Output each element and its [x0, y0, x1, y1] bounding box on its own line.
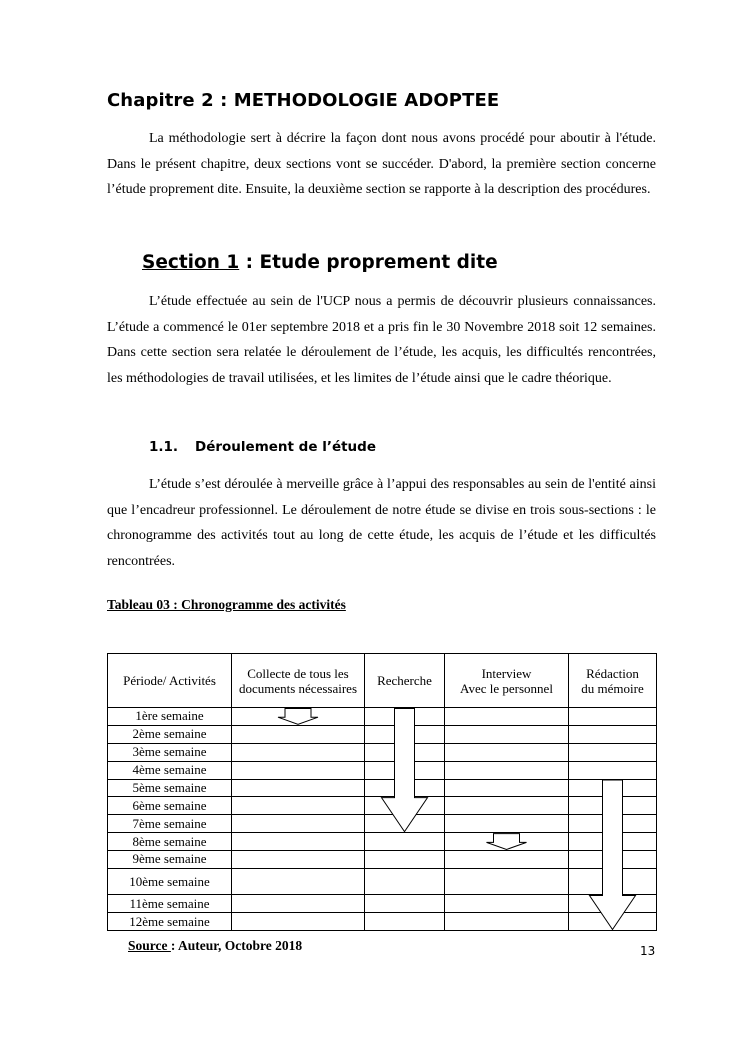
table-source: [128, 938, 302, 954]
page-number: 13: [640, 944, 656, 958]
week-label: 8ème semaine: [108, 833, 232, 851]
table-row: [108, 743, 657, 761]
activity-cell: [365, 868, 445, 894]
subsection-paragraph: L’étude s’est déroulée à merveille grâce à l’appui des responsables au sein de l'entité ainsi que l’encadreur professionnel. Le déroulement de notre étude se divise en trois sous-sections : le chronogramme des activités tout au long de cette étude, les acquis de l’étude et les difficultés rencontrées.: [107, 477, 656, 569]
week-label: 6ème semaine: [108, 797, 232, 815]
activity-cell: [365, 815, 445, 833]
activity-cell: [365, 725, 445, 743]
activity-cell: [445, 815, 569, 833]
activity-cell: [569, 779, 657, 797]
section-paragraph: L’étude effectuée au sein de l'UCP nous a permis de découvrir plusieurs connaissances. L’étude a commencé le 01er septembre 2018 et a pris fin le 30 Novembre 2018 soit 12 semaines. Dans cette section sera relatée le déroulement de l’étude, les acquis, les difficultés rencontrées, les méthodologies de travail utilisées, et les limites de l’étude ainsi que le cadre théorique.: [107, 294, 656, 386]
activity-cell: [445, 913, 569, 931]
subsection-heading: Déroulement de l’étude: [195, 439, 376, 455]
section-title: [142, 252, 498, 273]
activity-cell: [365, 895, 445, 913]
activity-cell: [569, 833, 657, 851]
activity-cell: [569, 895, 657, 913]
header-interview: [445, 654, 569, 708]
activity-cell: [569, 708, 657, 726]
section-label: Section 1: [142, 252, 240, 273]
section-heading: : Etude proprement dite: [239, 252, 498, 273]
activity-cell: [445, 868, 569, 894]
activity-cell: [365, 743, 445, 761]
week-label: 11ème semaine: [108, 895, 232, 913]
activity-cell: [569, 761, 657, 779]
activity-cell: [445, 743, 569, 761]
table-row: [108, 913, 657, 931]
activity-cell: [232, 815, 365, 833]
table-row: [108, 833, 657, 851]
activity-cell: [569, 913, 657, 931]
source-text: : Auteur, Octobre 2018: [170, 938, 303, 953]
activity-cell: [445, 779, 569, 797]
source-label: Source: [128, 938, 171, 953]
activity-cell: [232, 761, 365, 779]
activity-cell: [569, 868, 657, 894]
header-writing-line1: Rédaction: [586, 665, 639, 681]
week-label: 4ème semaine: [108, 761, 232, 779]
week-label: 1ère semaine: [108, 708, 232, 726]
chronogram-table: [107, 653, 656, 931]
subsection-number: 1.1.: [149, 439, 179, 455]
activity-cell: [365, 851, 445, 869]
header-interview-line1: Interview: [481, 665, 532, 681]
activity-cell: [232, 797, 365, 815]
week-label: 9ème semaine: [108, 851, 232, 869]
activity-cell: [445, 895, 569, 913]
week-label: 3ème semaine: [108, 743, 232, 761]
activity-cell: [232, 743, 365, 761]
activity-cell: [445, 708, 569, 726]
table-row: [108, 815, 657, 833]
header-research: Recherche: [365, 654, 445, 708]
activity-cell: [445, 797, 569, 815]
activity-cell: [232, 833, 365, 851]
activity-cell: [445, 725, 569, 743]
table-row: [108, 725, 657, 743]
activity-cell: [445, 761, 569, 779]
week-label: 12ème semaine: [108, 913, 232, 931]
table-row: [108, 851, 657, 869]
week-label: 7ème semaine: [108, 815, 232, 833]
activity-cell: [445, 833, 569, 851]
activity-cell: [569, 851, 657, 869]
activity-cell: [569, 743, 657, 761]
week-label: 10ème semaine: [108, 868, 232, 894]
table-row: [108, 895, 657, 913]
activity-cell: [569, 815, 657, 833]
header-writing-line2: du mémoire: [581, 680, 644, 696]
header-interview-line2: Avec le personnel: [460, 680, 553, 696]
activity-cell: [365, 761, 445, 779]
header-period: Période/ Activités: [108, 654, 232, 708]
table-row: [108, 779, 657, 797]
week-label: 5ème semaine: [108, 779, 232, 797]
activity-cell: [232, 779, 365, 797]
week-label: 2ème semaine: [108, 725, 232, 743]
activity-cell: [232, 913, 365, 931]
chapter-title: Chapitre 2 : METHODOLOGIE ADOPTEE: [107, 90, 500, 111]
table-row: [108, 708, 657, 726]
activity-cell: [365, 779, 445, 797]
activity-cell: [569, 797, 657, 815]
activity-cell: [232, 895, 365, 913]
activity-cell: [365, 797, 445, 815]
table-caption: Tableau 03 : Chronogramme des activités: [107, 597, 346, 612]
header-collect: Collecte de tous les documents nécessaires: [232, 654, 365, 708]
activity-cell: [365, 708, 445, 726]
table-row: [108, 868, 657, 894]
activity-cell: [232, 708, 365, 726]
activity-cell: [445, 851, 569, 869]
table-row: [108, 761, 657, 779]
intro-paragraph: La méthodologie sert à décrire la façon dont nous avons procédé pour aboutir à l'étude. Dans le présent chapitre, deux sections vont se succéder. D'abord, la première section concerne l’étude proprement dite. Ensuite, la deuxième section se rapporte à la description des procédures.: [107, 131, 656, 197]
subsection-title: [149, 439, 376, 455]
activity-cell: [365, 833, 445, 851]
header-writing: [569, 654, 657, 708]
activity-cell: [232, 868, 365, 894]
activity-cell: [365, 913, 445, 931]
activity-cell: [232, 725, 365, 743]
activity-cell: [232, 851, 365, 869]
activity-cell: [569, 725, 657, 743]
table-row: [108, 797, 657, 815]
